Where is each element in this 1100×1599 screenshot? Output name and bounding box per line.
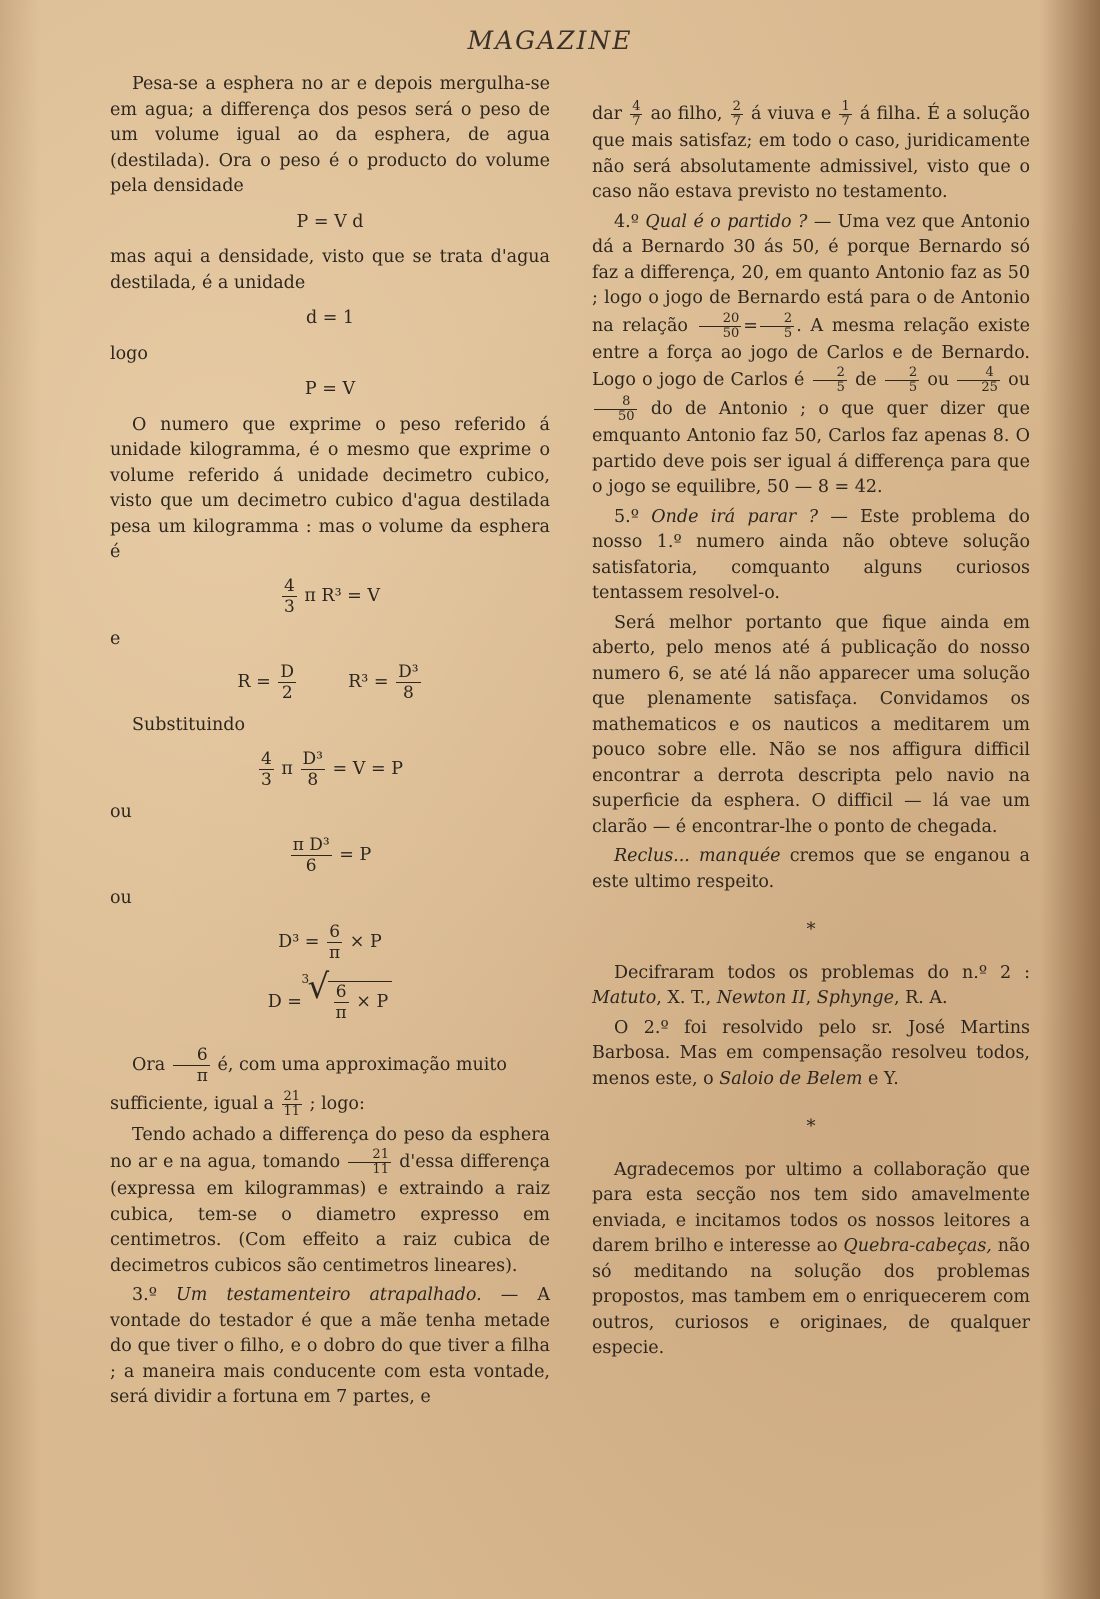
section-divider: * xyxy=(806,919,816,940)
paragraph: Agradecemos por ultimo a collaboração que para esta secção nos tem sido amavelmente enviada, e incitamos todos os nossos leitores a darem brilho e interesse ao Quebra-cabeças, não só meditando na solução dos problemas propostos, mas tambem em o enriquecerem com outros, curiosos e originaes, de qualquer especie. xyxy=(592,1159,1030,1358)
label-substituindo: Substituindo xyxy=(132,715,245,735)
paragraph: Pesa-se a esphera no ar e depois mergulha-se em agua; a differença dos pesos será o peso de um volume igual ao da esphera, de agua (destilada). Ora o peso é o producto do volume pela densidade xyxy=(110,74,550,196)
paragraph: 5.º Onde irá parar ? — Este problema do nosso 1.º numero ainda não obteve solução satisfatoria, comquanto alguns curiosos tentassem resolvel-o. xyxy=(592,506,1030,603)
paragraph: 4.º Qual é o partido ? — Uma vez que Antonio dá a Bernardo 30 ás 50, é porque Bernardo só faz a differença, 20, em quanto Antonio faz as 50 ; logo o jogo de Bernardo está para o de Antonio na relação $\frac{20}{50}$ = $\frac{2}{5}$ . A mesma relação existe entre a força ao jogo de Carlos e de Bernardo. Logo o jogo de Carlos é $\frac{2}{5}$ de $\frac{2}{5}$ ou $\frac{4}{25}$ ou $\frac{8}{50}$ do de Antonio ; o que quer dizer que emquanto Antonio faz 50, Carlos faz apenas 8. O partido deve pois ser igual á differença para que o jogo se equilibre, 50 — 8 = 42. xyxy=(592,211,1030,497)
equation: d = 1 xyxy=(305,308,355,328)
cube-root: 3 √ $\frac{6}{\pi}$ × P xyxy=(308,981,393,1023)
equation: P = V xyxy=(304,379,356,399)
label-ou: ou xyxy=(110,801,132,822)
paragraph: Decifraram todos os problemas do n.º 2 : Matuto, X. T., Newton II, Sphynge, R. A. xyxy=(592,962,1030,1008)
label-logo: logo xyxy=(110,343,148,364)
paragraph: dar $\frac{4}{7}$ ao filho, $\frac{2}{7}$ á viuva e $\frac{1}{7}$ á filha. É a solução que mais satisfaz; em todo o caso, juridicamente não será absolutamente admissivel, visto que o caso não estava previsto no testamento. xyxy=(592,99,1030,202)
equation-d: D = 3 √ $\frac{6}{\pi}$ × P xyxy=(110,981,550,1023)
section-divider: * xyxy=(806,1116,816,1137)
paragraph: 3.º Um testamenteiro atrapalhado. — A vontade do testador é que a mãe tenha metade do que tiver o filho, e o dobro do que tiver a filha ; a maneira mais conducente com esta vontade, será dividir a fortuna em 7 partes, e xyxy=(110,1285,551,1407)
label-e: e xyxy=(110,628,121,649)
right-column xyxy=(592,100,1030,1366)
paragraph: Ora $\frac{6}{\pi}$ é, com uma approximação muito xyxy=(132,1044,507,1086)
paragraph: Tendo achado a differença do peso da esphera no ar e na agua, tomando $\frac{21}{11}$ d'essa differença (expressa em kilogrammas) e extraindo a raiz cubica, tem-se o diametro expresso em centimetros. (Com effeito a raiz cubica de decimetros cubicos são centimetros lineares). xyxy=(110,1124,550,1276)
equation-radius: R = $\frac{D}{2}$ R³ = $\frac{\text{D³}}{8}$ xyxy=(237,662,419,703)
label-ou: ou xyxy=(110,888,132,908)
paragraph: Reclus... manquée cremos que se enganou a este ultimo respeito. xyxy=(592,846,1030,892)
equation-pi-d3: $\frac{\text{π D³}}{6}$ = P xyxy=(292,835,372,876)
equation-d3: D³ = $\frac{6}{\pi}$ × P xyxy=(278,921,382,963)
magazine-header: MAGAZINE xyxy=(467,26,633,55)
paragraph: O numero que exprime o peso referido á unidade kilogramma, é o mesmo que exprime o volume referido á unidade decimetro cubico, visto que um decimetro cubico d'agua destilada pesa um kilogramma : mas o volume da esphera é xyxy=(110,414,550,562)
paragraph: O 2.º foi resolvido pelo sr. José Martins Barbosa. Mas em compensação resolveu todos, menos este, o Saloio de Belem e Y. xyxy=(592,1017,1030,1089)
equation: P = V d xyxy=(296,211,364,232)
left-column xyxy=(110,72,550,1415)
paragraph: mas aqui a densidade, visto que se trata d'agua destilada, é a unidade xyxy=(110,247,550,293)
paragraph: sufficiente, igual a $\frac{21}{11}$ ; logo: xyxy=(110,1088,365,1119)
equation-substituted: $\frac{4}{3}$ π $\frac{\text{D³}}{8}$ = V = P xyxy=(261,748,403,790)
paragraph: Será melhor portanto que fique ainda em aberto, pelo menos até á publicação do nosso numero 6, se até lá não apparecer uma solução que plenamente satisfaça. Convidamos os mathematicos e os nauticos a meditarem um pouco sobre elle. Não se nos affigura difficil encontrar a derrota descripta pelo navio na superficie da esphera. O difficil — lá vae um clarão — é encontrar-lhe o ponto de chegada. xyxy=(592,612,1030,837)
equation-volume: $\frac{4}{3}$ π R³ = V xyxy=(283,575,381,617)
